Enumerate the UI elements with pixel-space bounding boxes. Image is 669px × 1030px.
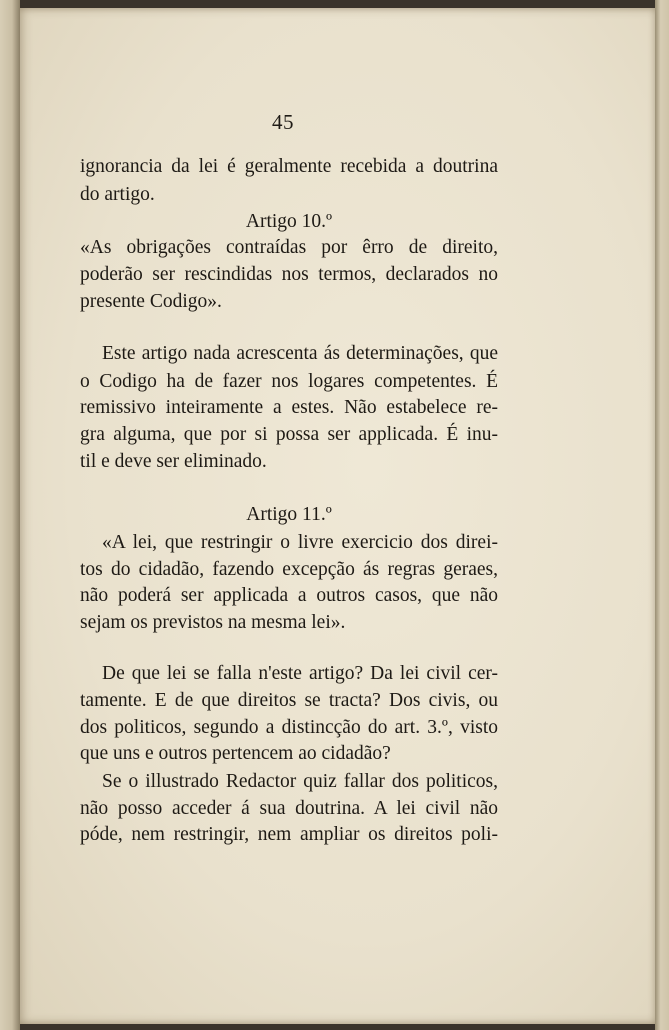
- text-line: dos politicos, segundo a distincção do art. 3.º, visto: [80, 717, 498, 738]
- article-heading: Artigo 10.º: [245, 211, 333, 232]
- text-line: Se o illustrado Redactor quiz fallar dos politicos,: [102, 771, 498, 792]
- text-line: poderão ser rescindidas nos termos, declarados no: [80, 264, 498, 285]
- text-line: o Codigo ha de fazer nos logares competentes. É: [80, 371, 498, 392]
- text-line: presente Codigo».: [80, 291, 222, 312]
- text-line: «As obrigações contraídas por êrro de direito,: [80, 237, 498, 258]
- text-line: póde, nem restringir, nem ampliar os direitos poli-: [80, 824, 498, 845]
- text-line: gra alguma, que por si possa ser applicada. É inu-: [80, 424, 498, 445]
- text-line: não posso acceder á sua doutrina. A lei civil não: [80, 798, 498, 819]
- text-line: não poderá ser applicada a outros casos, que não: [80, 585, 498, 606]
- text-line: til e deve ser eliminado.: [80, 451, 267, 472]
- text-line: ignorancia da lei é geralmente recebida a doutrina: [80, 156, 498, 177]
- page-edge: [655, 0, 669, 1030]
- article-heading: Artigo 11.º: [246, 504, 332, 525]
- text-line: tamente. E de que direitos se tracta? Dos civis, ou: [80, 690, 498, 711]
- page-number: 45: [272, 110, 294, 134]
- text-line: do artigo.: [80, 184, 155, 205]
- text-line: De que lei se falla n'este artigo? Da lei civil cer-: [102, 663, 498, 684]
- text-line: sejam os previstos na mesma lei».: [80, 612, 346, 633]
- text-line: que uns e outros pertencem ao cidadão?: [80, 743, 391, 764]
- text-line: «A lei, que restringir o livre exercicio dos direi-: [102, 532, 498, 553]
- text-line: Este artigo nada acrescenta ás determinações, que: [102, 343, 498, 364]
- text-line: remissivo inteiramente a estes. Não estabelece re-: [80, 397, 498, 418]
- binding-edge: [0, 0, 20, 1030]
- text-line: tos do cidadão, fazendo excepção ás regras geraes,: [80, 559, 498, 580]
